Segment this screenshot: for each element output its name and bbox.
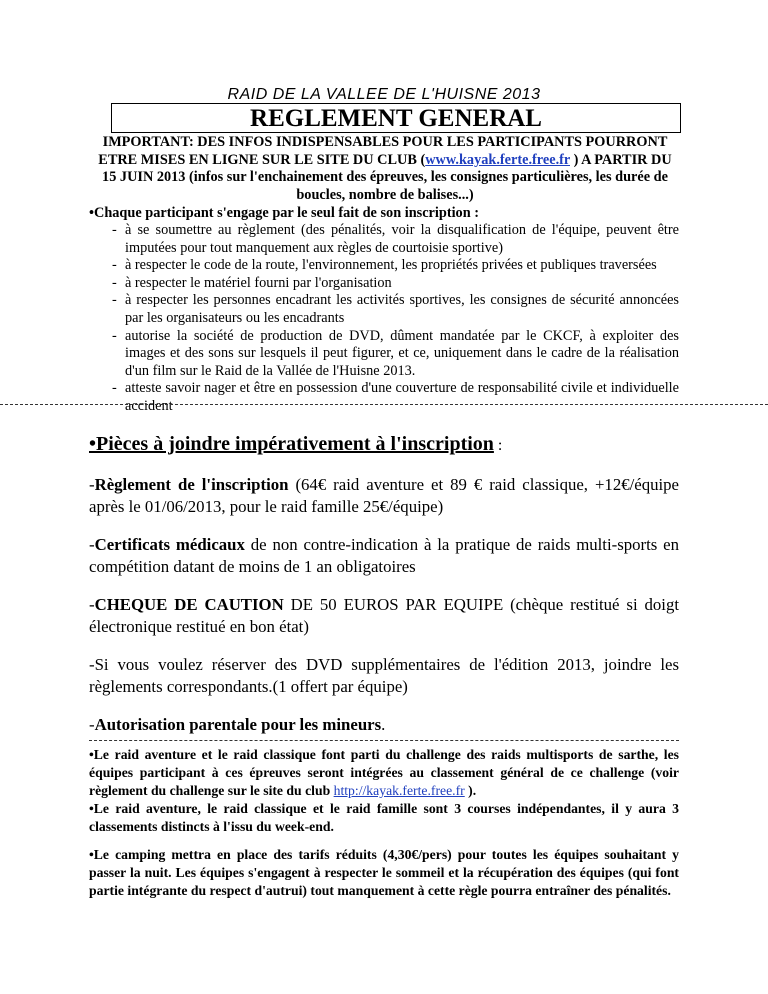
dashed-separator: [89, 740, 679, 742]
autorisation-label: Autorisation parentale pour les mineurs: [94, 715, 382, 734]
rule-text: à respecter le code de la route, l'environnement, les propriétés privées et publiques traversées: [125, 257, 657, 274]
rule-item: [89, 275, 679, 293]
certificats-paragraph: [89, 534, 679, 577]
challenge-club-link[interactable]: http://kayak.ferte.free.fr: [333, 783, 465, 798]
challenge-note: [89, 746, 679, 800]
certificats-label: Certificats médicaux: [94, 535, 245, 554]
rule-item: [89, 328, 679, 381]
challenge-text-start: •Le raid aventure et le raid classique font parti du challenge des raids multisports de sarthe, les équipes participant à ces épreuves seront intégrées au classement général de ce challenge (voir règlement du challenge sur le site du club: [89, 747, 679, 798]
rule-item: [89, 380, 679, 415]
rule-item: [89, 292, 679, 327]
rule-text: atteste savoir nager et être en possession d'une couverture de responsabilité civile et individuelle accident: [125, 380, 679, 414]
participant-heading: •Chaque participant s'engage par le seul fait de son inscription :: [89, 205, 479, 221]
rule-dash: -: [112, 222, 117, 238]
cheque-label: CHEQUE DE CAUTION: [94, 595, 284, 614]
rule-item: [89, 222, 679, 257]
camping-note: •Le camping mettra en place des tarifs réduits (4,30€/pers) pour toutes les équipes souhaitant y passer la nuit. Les équipes s'engagent à respecter le sommeil et la récupération des équipes (qui font partie intégrante du respect d'autrui) tout manquement à cette règle pourra entraîner des pénalités.: [89, 847, 679, 898]
rule-text: à respecter les personnes encadrant les activités sportives, les consignes de sécurité annoncées par les organisateurs ou les encadrants: [125, 292, 679, 326]
reglement-label: Règlement de l'inscription: [94, 475, 289, 494]
dvd-paragraph: -Si vous voulez réserver des DVD supplémentaires de l'édition 2013, joindre les règlements correspondants.(1 offert par équipe): [89, 655, 679, 696]
important-text-start: IMPORTANT: DES INFOS INDISPENSABLES POUR LES PARTICIPANTS POURRONT ETRE MISES EN LIGNE SUR LE SITE DU CLUB (: [98, 134, 668, 168]
rule-dash: -: [112, 292, 117, 309]
club-website-link[interactable]: www.kayak.ferte.free.fr: [425, 151, 570, 168]
autorisation-paragraph: [89, 714, 679, 736]
dash: -: [89, 715, 95, 734]
rule-text: autorise la société de production de DVD, dûment mandatée par le CKCF, à exploiter des images et des sons sur lesquels il peut figurer, et ce, uniquement dans le cadre de la réalisation d'un film sur le Raid de la Vallée de l'Huisne 2013.: [125, 327, 679, 379]
cheque-text: DE 50 EUROS PAR EQUIPE (chèque restitué si doigt électronique restitué en bon état): [89, 595, 680, 636]
document-subtitle: RAID DE LA VALLEE DE L'HUISNE 2013: [227, 86, 541, 103]
dashed-separator: [0, 404, 768, 406]
independent-races-note: •Le raid aventure, le raid classique et le raid famille sont 3 courses indépendantes, il y aura 3 classements distincts à l'issu du week-end.: [89, 801, 679, 834]
reglement-text: (64€ raid aventure et 89 € raid classique, +12€/équipe après le 01/06/2013, pour le raid famille 25€/équipe): [89, 475, 679, 516]
participant-rules-list: [89, 222, 679, 416]
pieces-heading: [89, 432, 502, 458]
important-text-end: ) A PARTIR DU 15 JUIN 2013 (infos sur l'enchainement des épreuves, les consignes particulières, les durée de boucles, nombre de balises...): [102, 151, 672, 203]
document-title: REGLEMENT GENERAL: [111, 103, 681, 133]
pieces-heading-text: •Pièces à joindre impérativement à l'inscription: [89, 433, 494, 455]
rule-dash: -: [112, 380, 117, 397]
rule-text: à respecter le matériel fourni par l'organisation: [125, 274, 392, 291]
challenge-text-end: ).: [464, 783, 477, 798]
autorisation-end: .: [381, 715, 386, 734]
rule-item: [89, 257, 679, 275]
rule-dash: -: [112, 327, 117, 344]
reglement-paragraph: [89, 474, 679, 517]
important-notice: [90, 134, 680, 204]
rule-dash: -: [112, 274, 117, 291]
dash: -: [89, 535, 95, 554]
pieces-heading-colon: :: [493, 437, 503, 454]
cheque-paragraph: [89, 594, 679, 637]
rule-text: à se soumettre au règlement (des pénalités, voir la disqualification de l'équipe, peuvent être imputées pour tout manquement aux règles de courtoisie sportive): [125, 222, 679, 256]
certificats-text: de non contre-indication à la pratique de raids multi-sports en compétition datant de moins de 1 an obligatoires: [89, 535, 679, 576]
dash: -: [89, 595, 95, 614]
rule-dash: -: [112, 257, 117, 274]
dash: -: [89, 475, 95, 494]
